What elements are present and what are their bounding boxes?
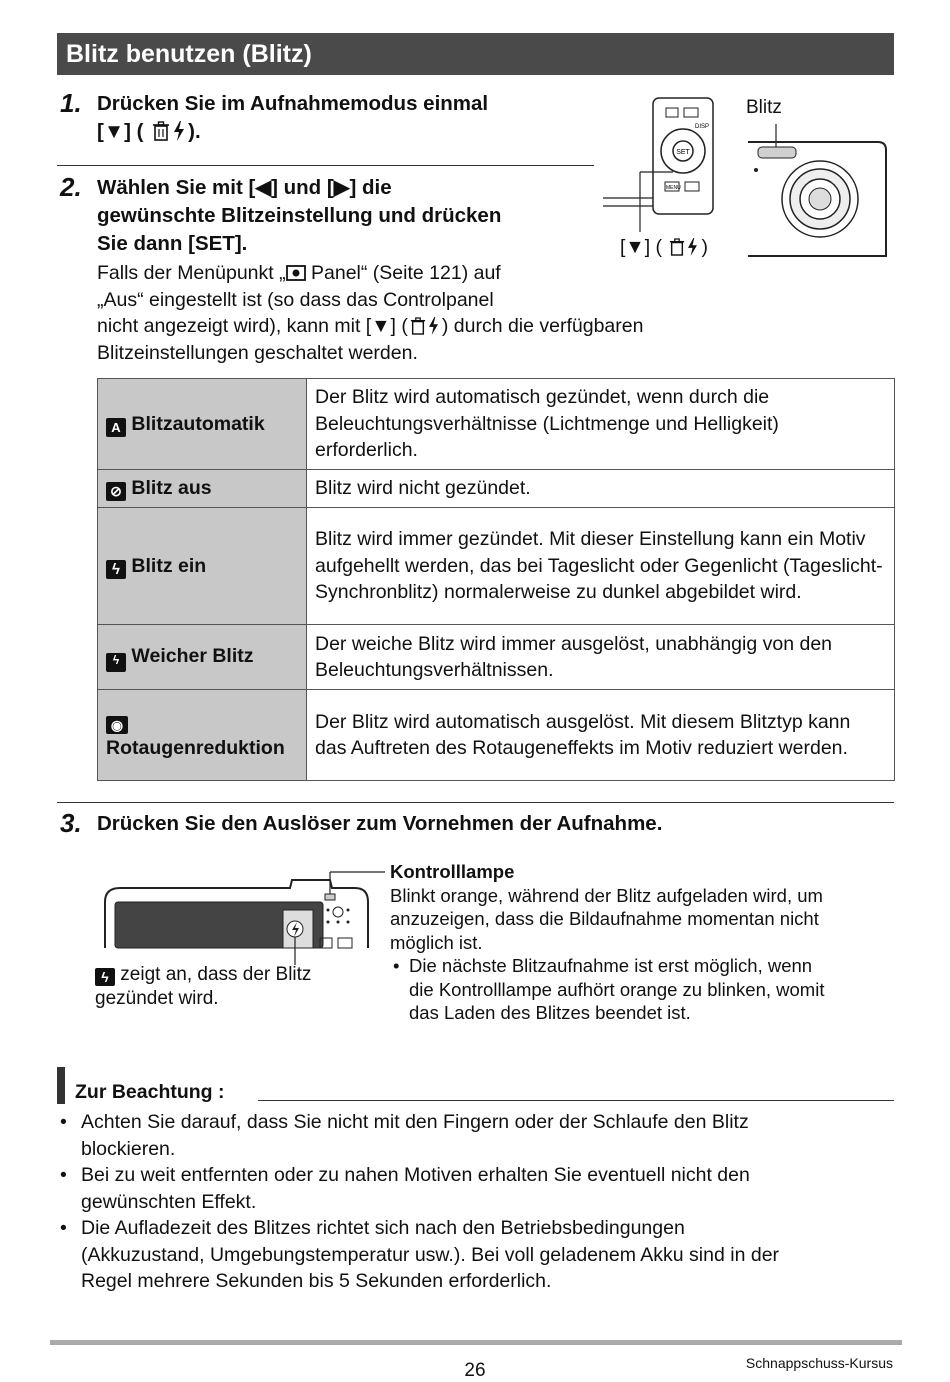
mode-description: Der Blitz wird automatisch ausgelöst. Mit diesem Blitztyp kann das Auftreten des Rotaugeneffekts im Motiv reduziert werden. <box>307 690 895 781</box>
flash-on-icon: ϟ <box>106 560 126 579</box>
lamp-description <box>390 860 890 1025</box>
mode-label: Blitz ein <box>131 554 207 577</box>
flash-on-icon: ϟ <box>95 968 115 986</box>
step-2-body-line-4: Blitzeinstellungen geschaltet werden. <box>97 341 418 364</box>
step-2-body <box>97 260 747 366</box>
page-title: Blitz benutzen (Blitz) <box>57 33 894 75</box>
lamp-line-3: möglich ist. <box>390 931 483 953</box>
table-row <box>98 470 895 508</box>
note-marker <box>57 1067 65 1104</box>
table-row <box>98 690 895 781</box>
camera-display-illustration <box>100 860 390 970</box>
mode-label-cell <box>98 379 307 470</box>
lightning-icon <box>687 238 698 256</box>
step-3-text: Drücken Sie den Auslöser zum Vornehmen der Aufnahme. <box>97 812 663 835</box>
step-1-line-1: Drücken Sie im Aufnahmemodus einmal <box>97 92 489 115</box>
lightning-icon <box>428 317 439 335</box>
step-2-line-3: Sie dann [SET]. <box>97 232 248 255</box>
flash-off-icon: ⊘ <box>106 482 126 501</box>
flash-indicator-line-1: ϟ zeigt an, dass der Blitz <box>95 963 375 987</box>
step-1-divider <box>57 165 594 166</box>
soft-flash-icon: ϟ <box>106 653 126 672</box>
mode-label: Weicher Blitz <box>131 644 254 667</box>
trash-icon <box>152 121 170 141</box>
step-1-text <box>97 90 488 146</box>
red-eye-icon: ◉ <box>106 716 128 734</box>
list-item: • Die Aufladezeit des Blitzes richtet sich nach den Betriebsbedingungen (Akkuzustand, Umgebungstemperatur usw.). Bei voll geladenem Akku sind in der Regel mehrere Sekunden bis 5 Sekunden erforderlich. <box>57 1215 897 1295</box>
section-name: Schnappschuss-Kursus <box>745 1355 893 1371</box>
down-button-label: [▼] ( ) <box>620 236 708 258</box>
mode-label: Rotaugenreduktion <box>106 737 285 759</box>
mode-label-cell <box>98 625 307 690</box>
step-1-number: 1. <box>60 88 82 118</box>
step-2-body-line-3: nicht angezeigt wird), kann mit [▼] ( ) durch die verfügbaren <box>97 315 644 337</box>
disp-label: DISP <box>695 124 710 130</box>
step-1-line-2: [▼] ( ). <box>97 120 201 143</box>
set-label: SET <box>676 149 690 156</box>
step-2-number: 2. <box>60 172 82 202</box>
flash-modes-table <box>97 378 895 781</box>
lamp-bullet: • Die nächste Blitzaufnahme ist erst möglich, wenn die Kontrolllampe aufhört orange zu blinken, womit das Laden des Blitzes beendet ist. <box>393 955 825 1023</box>
mode-description: Der weiche Blitz wird immer ausgelöst, unabhängig von den Beleuchtungsverhältnissen. <box>307 625 895 690</box>
lamp-title: Kontrolllampe <box>390 861 515 882</box>
note-list <box>57 1109 897 1295</box>
mode-description: Der Blitz wird automatisch gezündet, wenn durch die Beleuchtungsverhältnisse (Lichtmenge und Helligkeit) erforderlich. <box>307 379 895 470</box>
menu-label: MENU <box>666 185 681 191</box>
step-2-body-line-2: „Aus“ eingestellt ist (so dass das Controlpanel <box>97 288 494 311</box>
step-2-body-line-1: Falls der Menüpunkt „ Panel“ (Seite 121) auf <box>97 262 501 284</box>
step-3-number: 3. <box>60 808 82 838</box>
step-2-text <box>97 174 501 258</box>
flash-indicator-caption <box>95 963 375 1010</box>
mode-label-cell <box>98 470 307 508</box>
flash-label: Blitz <box>746 97 782 118</box>
list-item: • Bei zu weit entfernten oder zu nahen Motiven erhalten Sie eventuell nicht den gewünschten Effekt. <box>57 1162 897 1215</box>
mode-label-cell <box>98 508 307 625</box>
list-item: • Achten Sie darauf, dass Sie nicht mit den Fingern oder der Schlaufe den Blitz blockieren. <box>57 1109 897 1162</box>
lamp-line-2: anzuzeigen, dass die Bildaufnahme momentan nicht <box>390 908 819 929</box>
camera-panel-icon <box>286 265 306 281</box>
page-number: 26 <box>464 1360 486 1381</box>
note-title: Zur Beachtung : <box>75 1081 225 1103</box>
step-2-line-2: gewünschte Blitzeinstellung und drücken <box>97 204 502 227</box>
mode-label: Blitzautomatik <box>131 412 265 435</box>
mode-description: Blitz wird nicht gezündet. <box>307 470 895 508</box>
mode-description: Blitz wird immer gezündet. Mit dieser Einstellung kann ein Motiv aufgehellt werden, das bei Tageslicht oder Gegenlicht (Tageslicht-Synchronblitz) normalerweise zu dunkel abgebildet wird. <box>307 508 895 625</box>
flash-auto-icon: A <box>106 418 126 437</box>
table-row <box>98 625 895 690</box>
table-row <box>98 508 895 625</box>
footer-rule <box>50 1340 902 1345</box>
mode-label-cell <box>98 690 307 781</box>
table-row <box>98 379 895 470</box>
trash-icon <box>410 317 426 335</box>
step-2-divider <box>57 802 894 803</box>
flash-indicator-line-2: gezündet wird. <box>95 987 219 1009</box>
note-title-rule <box>258 1100 894 1101</box>
trash-icon <box>669 238 685 256</box>
mode-label: Blitz aus <box>131 477 212 500</box>
step-2-line-1: Wählen Sie mit [◀] und [▶] die <box>97 176 392 199</box>
lamp-line-1: Blinkt orange, während der Blitz aufgeladen wird, um <box>390 884 823 906</box>
lightning-icon <box>173 121 185 141</box>
